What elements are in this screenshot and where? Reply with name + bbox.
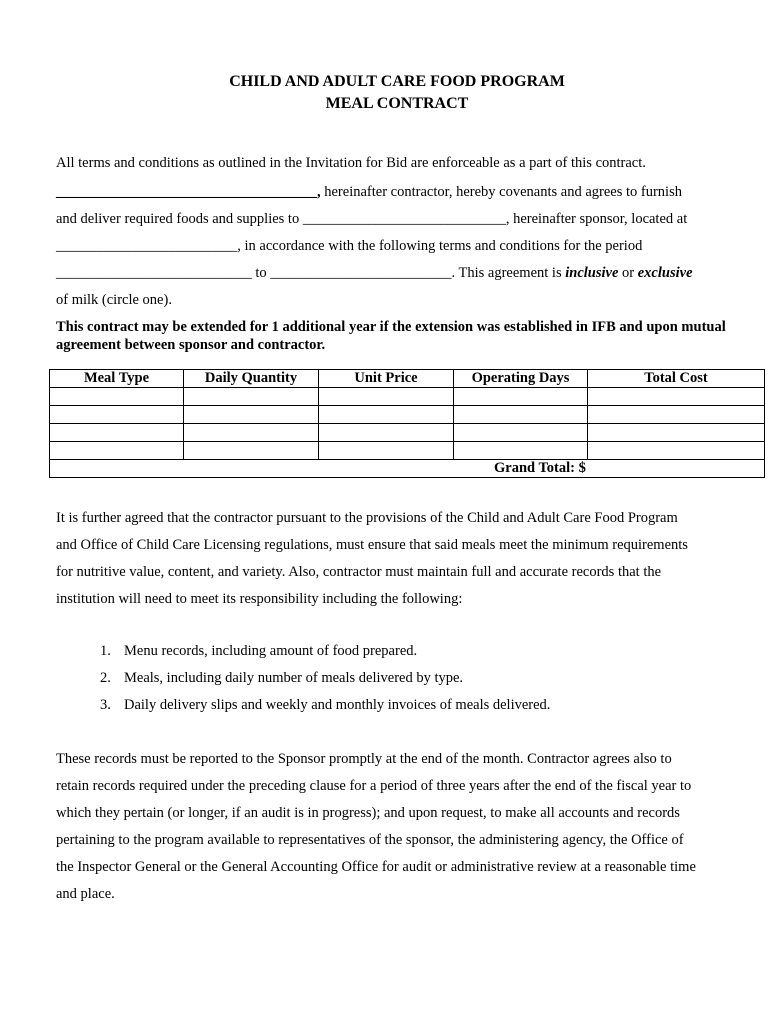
list-item — [100, 642, 417, 660]
extension-note: This contract may be extended for 1 additional year if the extension was established in IFB and upon mutual agreement between sponsor and contractor. — [56, 319, 726, 353]
reporting-line-4: pertaining to the program available to representatives of the sponsor, the administering agency, the Office of — [56, 832, 684, 848]
agreement-line-2: and Office of Child Care Licensing regulations, must ensure that said meals meet the minimum requirements — [56, 537, 688, 553]
table-cell[interactable] — [319, 424, 454, 442]
agreement-line-3: for nutritive value, content, and variety. Also, contractor must maintain full and accurate records that the — [56, 564, 662, 580]
table-cell[interactable] — [184, 406, 319, 424]
table-cell[interactable] — [588, 424, 765, 442]
header-daily-quantity: Daily Quantity — [184, 370, 319, 388]
intro-line-2 — [56, 183, 682, 201]
list-number: 3. — [100, 697, 111, 713]
table-cell[interactable] — [454, 406, 588, 424]
table-row — [50, 388, 765, 406]
table-cell[interactable] — [588, 442, 765, 460]
intro-line-3: and deliver required foods and supplies to ____________________________, hereinafter sponsor, located at — [56, 211, 688, 227]
list-text: Meals, including daily number of meals delivered by type. — [124, 670, 464, 686]
reporting-line-2: retain records required under the preceding clause for a period of three years after the end of the fiscal year to — [56, 778, 692, 794]
table-cell[interactable] — [184, 388, 319, 406]
list-number: 2. — [100, 670, 111, 686]
header-operating-days: Operating Days — [454, 370, 588, 388]
intro-line-2-text: hereinafter contractor, hereby covenants and agrees to furnish — [320, 184, 682, 200]
grand-total-row — [50, 460, 765, 478]
header-total-cost: Total Cost — [588, 370, 765, 388]
table-cell[interactable] — [50, 442, 184, 460]
intro-line-6: of milk (circle one). — [56, 292, 172, 308]
table-cell[interactable] — [319, 388, 454, 406]
table-cell[interactable] — [184, 442, 319, 460]
list-text: Menu records, including amount of food prepared. — [124, 643, 418, 659]
table-cell[interactable] — [454, 424, 588, 442]
list-item — [100, 696, 550, 714]
period-text: ___________________________ to _________________________. This agreement is — [56, 265, 566, 281]
table-cell[interactable] — [454, 442, 588, 460]
table-cell[interactable] — [319, 406, 454, 424]
table-cell[interactable] — [588, 388, 765, 406]
intro-line-5 — [56, 264, 693, 282]
agreement-line-4: institution will need to meet its responsibility including the following: — [56, 591, 463, 607]
table-cell[interactable] — [184, 424, 319, 442]
intro-line-4: _________________________, in accordance with the following terms and conditions for the period — [56, 238, 643, 254]
meal-cost-table — [49, 369, 765, 478]
header-meal-type: Meal Type — [50, 370, 184, 388]
list-text: Daily delivery slips and weekly and monthly invoices of meals delivered. — [124, 697, 551, 713]
list-number: 1. — [100, 643, 111, 659]
or-text: or — [618, 265, 638, 281]
table-row — [50, 442, 765, 460]
title-line-1: CHILD AND ADULT CARE FOOD PROGRAM — [229, 73, 565, 90]
table-row — [50, 424, 765, 442]
header-unit-price: Unit Price — [319, 370, 454, 388]
table-cell[interactable] — [50, 388, 184, 406]
exclusive-option[interactable]: exclusive — [637, 265, 693, 281]
inclusive-option[interactable]: inclusive — [565, 265, 619, 281]
reporting-line-6: and place. — [56, 886, 115, 902]
table-cell[interactable] — [454, 388, 588, 406]
title-line-2: MEAL CONTRACT — [325, 95, 469, 112]
agreement-line-1: It is further agreed that the contractor pursuant to the provisions of the Child and Adult Care Food Program — [56, 510, 678, 526]
list-item — [100, 669, 463, 687]
document-title — [56, 71, 738, 115]
reporting-line-5: the Inspector General or the General Accounting Office for audit or administrative review at a reasonable time — [56, 859, 696, 875]
table-cell[interactable] — [588, 406, 765, 424]
table-cell[interactable] — [319, 442, 454, 460]
contractor-name-blank[interactable]: ____________________________________, — [56, 184, 321, 200]
table-row — [50, 406, 765, 424]
reporting-line-1: These records must be reported to the Sponsor promptly at the end of the month. Contractor agrees also to — [56, 751, 672, 767]
table-cell[interactable] — [50, 406, 184, 424]
intro-line-1: All terms and conditions as outlined in the Invitation for Bid are enforceable as a part of this contract. — [56, 155, 646, 171]
reporting-line-3: which they pertain (or longer, if an audit is in progress); and upon request, to make all accounts and records — [56, 805, 680, 821]
grand-total-label[interactable]: Grand Total: $ — [50, 460, 765, 478]
table-cell[interactable] — [50, 424, 184, 442]
table-header-row — [50, 370, 765, 388]
